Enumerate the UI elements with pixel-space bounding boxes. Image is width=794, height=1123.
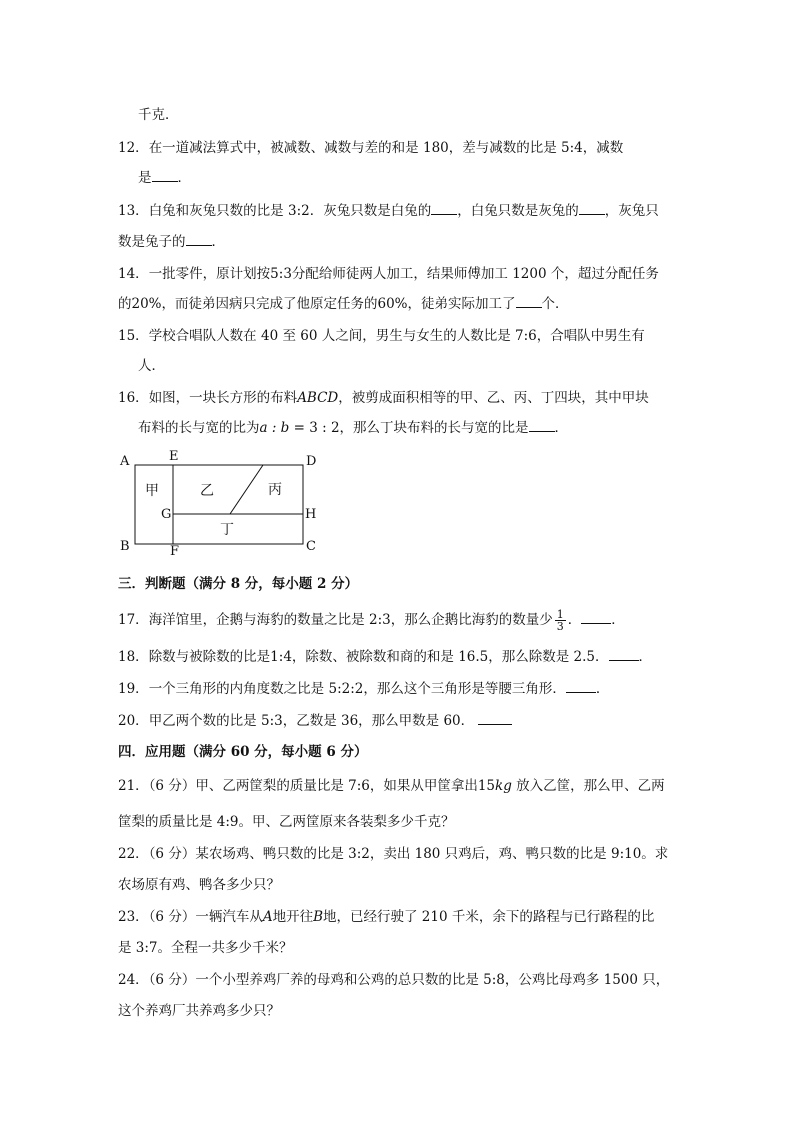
label-g: G (161, 507, 172, 522)
answer-blank[interactable] (581, 609, 611, 624)
piece-jia: 甲 (145, 483, 159, 499)
q11-continuation: 千克． (138, 107, 179, 123)
question-23-line2: 是 3:7。全程一共多少千米？ (118, 940, 293, 956)
answer-blank[interactable] (431, 200, 457, 215)
answer-blank[interactable] (529, 417, 555, 432)
piece-bing: 丙 (268, 482, 282, 498)
question-23: 23．（6 分）一辆汽车从A地开往B地，已经行驶了 210 千米，余下的路程与已行路程的比 (118, 909, 655, 925)
question-24-line2: 这个养鸡厂共养鸡多少只？ (118, 1003, 280, 1019)
question-18: 18．除数与被除数的比是1:4，除数、被除数和商的和是 16.5，那么除数是 2.5． ． (118, 645, 652, 665)
question-21: 21．（6 分）甲、乙两筐梨的质量比是 7:6，如果从甲筐拿出15kg 放入乙筐，那么甲、乙两 (118, 778, 665, 794)
answer-blank[interactable] (478, 710, 512, 725)
piece-yi: 乙 (200, 483, 214, 499)
answer-blank[interactable] (516, 293, 542, 308)
question-12: 12．在一道减法算式中，被减数、减数与差的和是 180，差与减数的比是 5:4，减数 (118, 140, 624, 156)
question-20: 20．甲乙两个数的比是 5:3，乙数是 36，那么甲数是 60． (118, 709, 512, 729)
question-16-line2: 布料的长与宽的比为a : b = 3 : 2，那么丁块布料的长与宽的比是 ． (138, 416, 568, 436)
rectangle-abcd (135, 465, 303, 544)
answer-blank[interactable] (579, 200, 605, 215)
label-h: H (305, 507, 317, 522)
answer-blank[interactable] (566, 678, 596, 693)
question-15: 15．学校合唱队人数在 40 至 60 人之间，男生与女生的人数比是 7:6，合唱队中男生有 (118, 328, 645, 344)
question-14-line2: 的20%，而徒弟因病只完成了他原定任务的60%，徒弟实际加工了 个． (118, 292, 569, 312)
question-12-line2: 是 ． (138, 166, 191, 186)
question-21-line2: 筐梨的质量比是 4:9。甲、乙两筐原来各装梨多少千克？ (118, 814, 455, 830)
diagonal-line (230, 465, 263, 514)
label-f: F (170, 544, 180, 559)
question-19: 19．一个三角形的内角度数之比是 5:2:2，那么这个三角形是等腰三角形． ． (118, 677, 609, 697)
question-16: 16．如图，一块长方形的布料ABCD，被剪成面积相等的甲、乙、丙、丁四块，其中甲块 (118, 390, 649, 406)
answer-blank[interactable] (186, 231, 212, 246)
question-22-line2: 农场原有鸡、鸭各多少只？ (118, 877, 280, 893)
label-a: A (120, 454, 130, 469)
label-b: B (120, 539, 130, 554)
question-22: 22．（6 分）某农场鸡、鸭只数的比是 3:2，卖出 180 只鸡后，鸡、鸭只数的比是 9:10。求 (118, 846, 669, 862)
label-e: E (169, 450, 179, 464)
piece-ding: 丁 (220, 522, 234, 538)
label-d: D (306, 454, 317, 469)
label-c: C (306, 539, 316, 554)
answer-blank[interactable] (152, 167, 178, 182)
rectangle-diagram (118, 450, 328, 560)
fraction-one-third: $\frac{1}{3}$ (556, 608, 564, 633)
question-13-line2: 数是兔子的 ． (118, 230, 225, 250)
question-13: 13．白兔和灰兔只数的比是 3:2．灰兔只数是白兔的 ，白兔只数是灰兔的 ，灰兔只 (118, 199, 659, 219)
section-3-title: 三．判断题（满分 8 分，每小题 2 分） (118, 576, 359, 592)
question-15-line2: 人． (138, 358, 165, 374)
section-4-title: 四．应用题（满分 60 分，每小题 6 分） (118, 744, 368, 760)
question-14: 14．一批零件，原计划按5:3分配给师徒两人加工，结果师傅加工 1200 个，超过分配任务 (118, 266, 659, 282)
question-17: 17．海洋馆里，企鹅与海豹的数量之比是 2:3，那么企鹅比海豹的数量少 $\frac{1}{3}$ ． ． (118, 608, 625, 633)
answer-blank[interactable] (609, 646, 639, 661)
question-24: 24．（6 分）一个小型养鸡厂养的母鸡和公鸡的总只数的比是 5:8，公鸡比母鸡多 1500 只， (118, 972, 670, 988)
